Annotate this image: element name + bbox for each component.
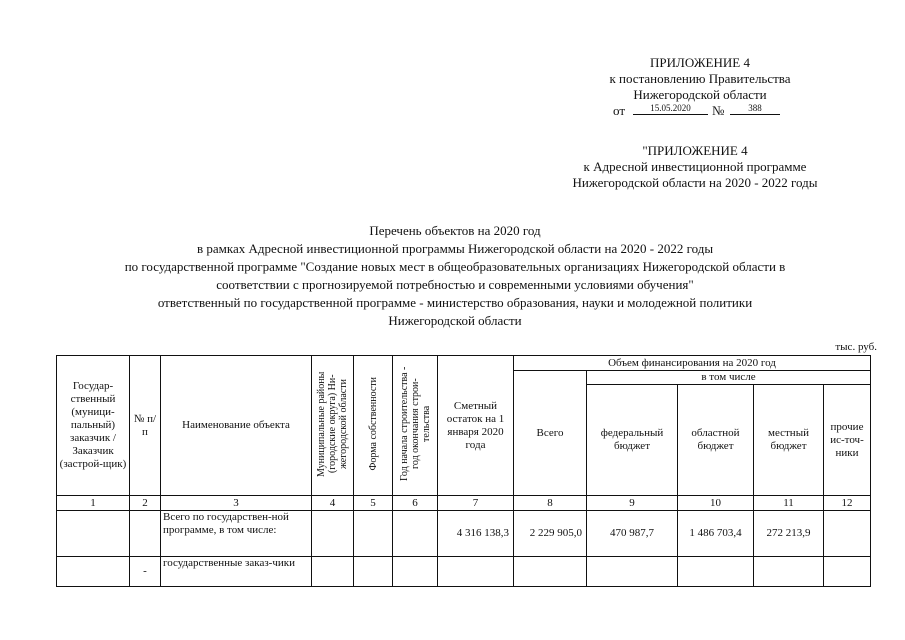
program-appendix-title: "ПРИЛОЖЕНИЕ 4: [642, 143, 748, 158]
cell-districts: [312, 511, 354, 557]
header-districts-text: Муниципальные районы (городские округа) Ни-жегородской области: [316, 370, 349, 477]
appendix-header: [540, 55, 860, 119]
table-row: [57, 511, 871, 557]
column-number: 11: [754, 496, 824, 511]
title-line-2: в рамках Адресной инвестиционной программы Нижегородской области на 2020 - 2022 годы: [196, 241, 714, 256]
cell-districts: [312, 557, 354, 587]
cell-object-name: государственные заказ-чики: [161, 557, 312, 587]
header-funding-group: Объем финансирования на 2020 год: [514, 356, 871, 371]
objects-table: [56, 355, 871, 587]
appendix-date-line: [540, 103, 860, 119]
program-appendix-line-2: к Адресной инвестиционной программе: [583, 159, 807, 174]
cell-local: 272 213,9: [754, 511, 824, 557]
title-line-4: соответствии с прогнозируемой потребностью и современными условиями обучения": [216, 277, 694, 292]
header-ownership-text: Форма собственности: [367, 376, 379, 471]
header-object-name: Наименование объекта: [161, 356, 312, 496]
cell-regional: 1 486 703,4: [678, 511, 754, 557]
header-number: № п/п: [130, 356, 161, 496]
header-years: [393, 356, 438, 496]
cell-customer: [57, 557, 130, 587]
column-number: 7: [438, 496, 514, 511]
title-line-3: по государственной программе "Создание новых мест в общеобразовательных организациях Нижегородской области в: [124, 259, 786, 274]
header-local: местный бюджет: [754, 385, 824, 496]
cell-total: [514, 557, 587, 587]
header-regional: областной бюджет: [678, 385, 754, 496]
column-number: 2: [130, 496, 161, 511]
cell-local: [754, 557, 824, 587]
cell-federal: [587, 557, 678, 587]
appendix-title: ПРИЛОЖЕНИЕ 4: [650, 55, 750, 70]
header-years-text: Год начала строительства - год окончания строи-тельства: [398, 366, 432, 481]
cell-ownership: [354, 557, 393, 587]
column-number: 12: [824, 496, 871, 511]
units-label: тыс. руб.: [835, 341, 877, 353]
column-numbers-row: [57, 496, 871, 511]
header-total: Всего: [514, 371, 587, 496]
header-federal: федеральный бюджет: [587, 385, 678, 496]
cell-ownership: [354, 511, 393, 557]
column-number: 1: [57, 496, 130, 511]
cell-estimated: [438, 557, 514, 587]
header-other: прочие ис-точ-ники: [824, 385, 871, 496]
header-estimated: Сметный остаток на 1 января 2020 года: [438, 356, 514, 496]
column-number: 3: [161, 496, 312, 511]
header-districts: [312, 356, 354, 496]
cell-customer: [57, 511, 130, 557]
header-including: в том числе: [587, 371, 871, 385]
document-title: [40, 222, 870, 330]
title-line-5: ответственный по государственной программе - министерство образования, науки и молодежной политики: [157, 295, 753, 310]
cell-object-name: Всего по государствен-ной программе, в том числе:: [161, 511, 312, 557]
cell-number: [130, 511, 161, 557]
resolution-number: 388: [730, 102, 780, 115]
number-label: №: [712, 103, 725, 118]
program-appendix-line-3: Нижегородской области на 2020 - 2022 годы: [572, 175, 818, 190]
column-number: 9: [587, 496, 678, 511]
column-number: 8: [514, 496, 587, 511]
cell-years: [393, 511, 438, 557]
cell-total: 2 229 905,0: [514, 511, 587, 557]
cell-other: [824, 511, 871, 557]
title-line-6: Нижегородской области: [388, 313, 522, 328]
program-appendix-header: [530, 143, 860, 191]
table-row: [57, 557, 871, 587]
cell-years: [393, 557, 438, 587]
header-customer: Государ-ственный (муници-пальный) заказчик / Заказчик (застрой-щик): [57, 356, 130, 496]
cell-number: -: [130, 557, 161, 587]
column-number: 5: [354, 496, 393, 511]
cell-estimated: 4 316 138,3: [438, 511, 514, 557]
cell-other: [824, 557, 871, 587]
title-line-1: Перечень объектов на 2020 год: [369, 223, 541, 238]
resolution-date: 15.05.2020: [633, 102, 708, 115]
appendix-line-3: Нижегородской области: [633, 87, 767, 102]
cell-federal: 470 987,7: [587, 511, 678, 557]
column-number: 10: [678, 496, 754, 511]
from-label: от: [613, 103, 626, 118]
header-ownership: [354, 356, 393, 496]
column-number: 4: [312, 496, 354, 511]
column-number: 6: [393, 496, 438, 511]
cell-regional: [678, 557, 754, 587]
appendix-line-2: к постановлению Правительства: [609, 71, 791, 86]
